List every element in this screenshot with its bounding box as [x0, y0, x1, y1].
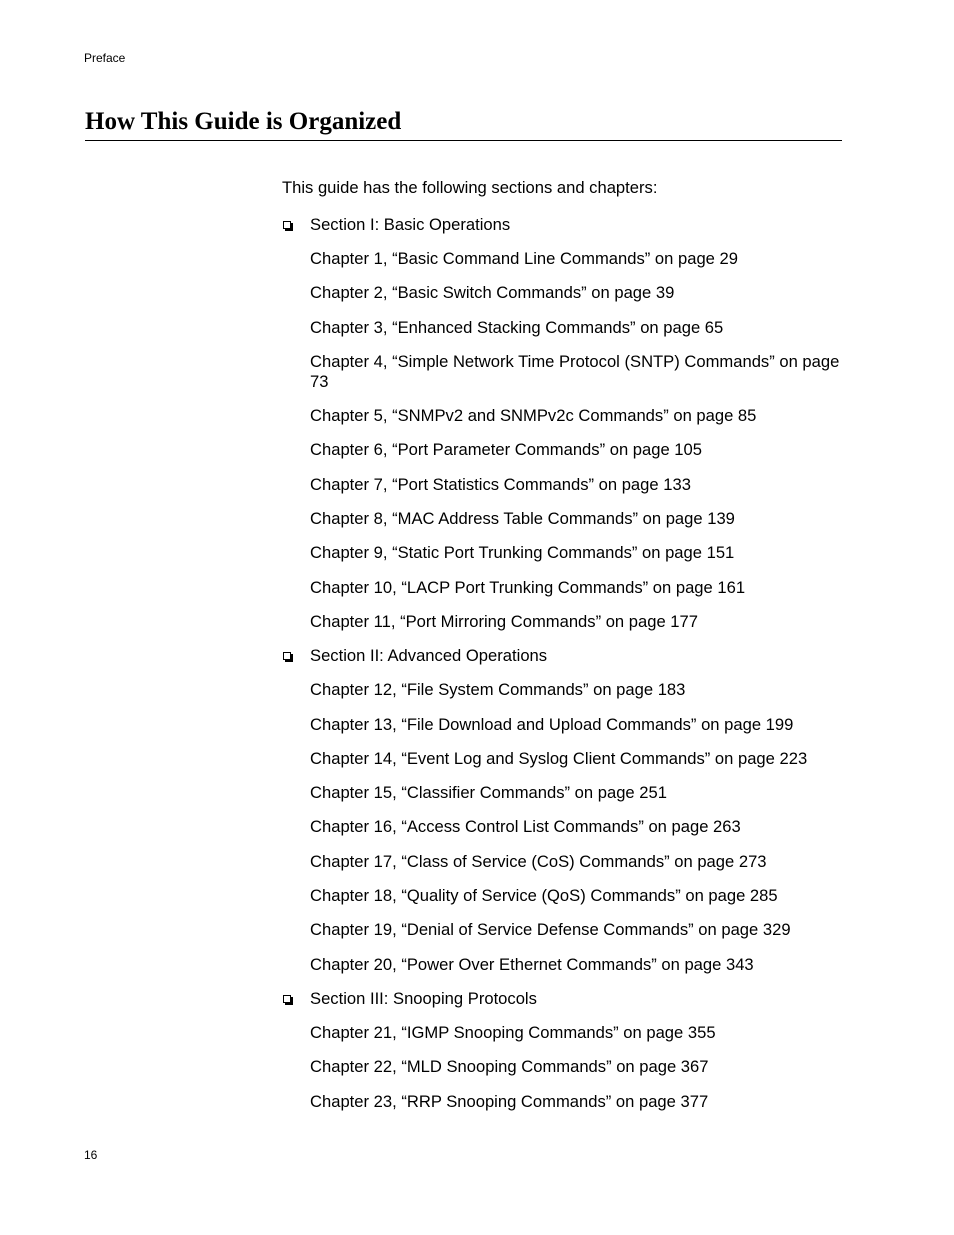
chapter-item: Chapter 7, “Port Statistics Commands” on page 133: [310, 474, 691, 494]
chapter-list: [282, 680, 842, 974]
section-heading: [282, 989, 842, 1009]
section-heading: [282, 646, 842, 666]
chapter-item: Chapter 15, “Classifier Commands” on page 251: [310, 783, 667, 803]
checkbox-bullet-icon: [283, 652, 291, 660]
chapter-item: Chapter 17, “Class of Service (CoS) Commands” on page 273: [310, 851, 767, 871]
section-title: Section I: Basic Operations: [310, 215, 511, 234]
chapter-item: Chapter 20, “Power Over Ethernet Commands” on page 343: [310, 954, 754, 974]
chapter-item: Chapter 14, “Event Log and Syslog Client Commands” on page 223: [310, 748, 808, 768]
chapter-item: Chapter 13, “File Download and Upload Commands” on page 199: [310, 714, 794, 734]
chapter-item: Chapter 11, “Port Mirroring Commands” on page 177: [310, 611, 698, 631]
chapter-item: Chapter 16, “Access Control List Commands” on page 263: [310, 817, 741, 837]
intro-text: This guide has the following sections and chapters:: [282, 178, 658, 197]
chapter-item: Chapter 9, “Static Port Trunking Commands” on page 151: [310, 543, 735, 563]
chapter-item: Chapter 1, “Basic Command Line Commands” on page 29: [310, 249, 738, 268]
section-heading: [282, 215, 842, 235]
chapter-list: [282, 249, 842, 632]
section-block-snooping-protocols: [282, 989, 842, 1112]
chapter-item: Chapter 3, “Enhanced Stacking Commands” on page 65: [310, 317, 724, 337]
chapter-item: Chapter 2, “Basic Switch Commands” on page 39: [310, 283, 675, 303]
chapter-item: Chapter 22, “MLD Snooping Commands” on page 367: [310, 1057, 709, 1077]
checkbox-bullet-icon: [283, 995, 291, 1003]
page-number: 16: [84, 1148, 98, 1162]
chapter-item: Chapter 6, “Port Parameter Commands” on page 105: [310, 440, 702, 460]
section-block-advanced-operations: [282, 646, 842, 974]
chapter-item: Chapter 19, “Denial of Service Defense Commands” on page 329: [310, 920, 791, 940]
content-body: [282, 178, 842, 1126]
chapter-item: Chapter 8, “MAC Address Table Commands” on page 139: [310, 509, 735, 529]
section-title: Section III: Snooping Protocols: [310, 988, 537, 1008]
title-rule: [85, 140, 842, 141]
chapter-item: Chapter 10, “LACP Port Trunking Commands” on page 161: [310, 577, 746, 597]
running-header: Preface: [84, 51, 126, 65]
chapter-list: [282, 1023, 842, 1112]
chapter-item: Chapter 23, “RRP Snooping Commands” on page 377: [310, 1091, 709, 1111]
checkbox-bullet-icon: [283, 221, 291, 229]
section-block-basic-operations: [282, 215, 842, 632]
section-title: Section II: Advanced Operations: [310, 646, 548, 666]
chapter-item: Chapter 5, “SNMPv2 and SNMPv2c Commands” on page 85: [310, 406, 757, 426]
chapter-item: Chapter 21, “IGMP Snooping Commands” on page 355: [310, 1022, 716, 1042]
chapter-item: Chapter 4, “Simple Network Time Protocol (SNTP) Commands” on page 73: [310, 351, 840, 391]
chapter-item: Chapter 18, “Quality of Service (QoS) Commands” on page 285: [310, 886, 778, 906]
page-title: How This Guide is Organized: [85, 108, 402, 135]
chapter-item: Chapter 12, “File System Commands” on page 183: [310, 680, 686, 700]
